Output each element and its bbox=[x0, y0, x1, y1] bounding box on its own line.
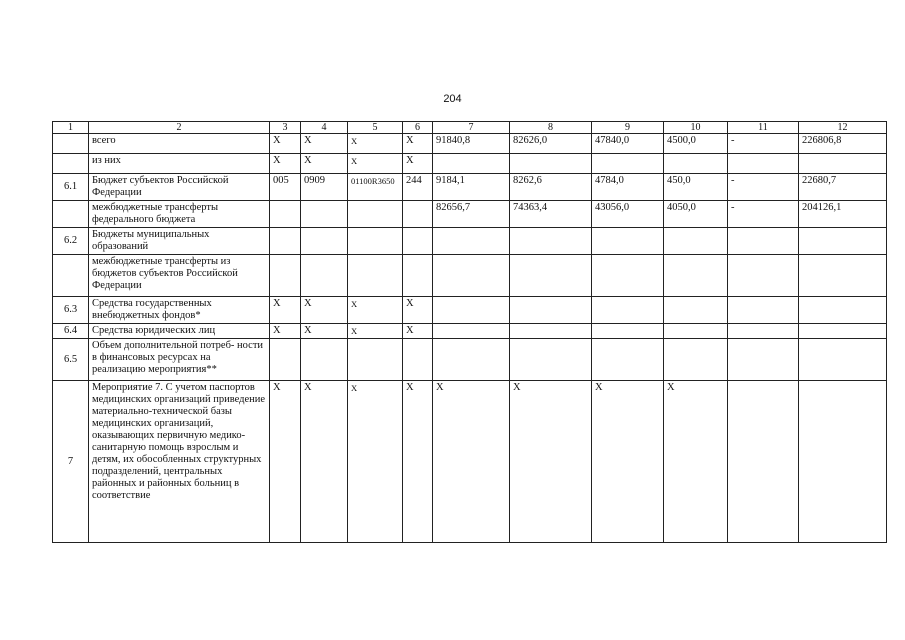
row-name-cell: межбюджетные трансферты федерального бюджета bbox=[89, 201, 270, 228]
column-header: 3 bbox=[270, 122, 301, 134]
table-cell bbox=[664, 154, 728, 174]
table-cell bbox=[664, 339, 728, 381]
table-cell bbox=[728, 154, 799, 174]
table-cell: X bbox=[592, 381, 664, 543]
table-cell bbox=[592, 339, 664, 381]
table-cell bbox=[728, 381, 799, 543]
row-name-cell: Объем дополнительной потреб- ности в финансовых ресурсах на реализацию мероприятия** bbox=[89, 339, 270, 381]
table-cell: X bbox=[301, 297, 348, 324]
table-row bbox=[53, 174, 887, 201]
table-cell bbox=[433, 255, 510, 297]
column-header: 7 bbox=[433, 122, 510, 134]
table-cell bbox=[799, 255, 887, 297]
table-cell bbox=[348, 339, 403, 381]
column-header: 9 bbox=[592, 122, 664, 134]
table-cell: X bbox=[270, 297, 301, 324]
table-cell: X bbox=[270, 324, 301, 339]
table-cell: X bbox=[301, 154, 348, 174]
row-number-cell: 6.1 bbox=[53, 174, 89, 201]
row-name-cell: Средства государственных внебюджетных фондов* bbox=[89, 297, 270, 324]
table-cell: - bbox=[728, 201, 799, 228]
table-cell: - bbox=[728, 134, 799, 154]
table-cell: 204126,1 bbox=[799, 201, 887, 228]
table-cell bbox=[510, 228, 592, 255]
row-name-cell: Бюджет субъектов Российской Федерации bbox=[89, 174, 270, 201]
column-header: 8 bbox=[510, 122, 592, 134]
table-cell: X bbox=[348, 154, 403, 174]
table-cell: 244 bbox=[403, 174, 433, 201]
column-header: 1 bbox=[53, 122, 89, 134]
table-cell bbox=[592, 154, 664, 174]
row-number-cell bbox=[53, 134, 89, 154]
table-cell: 450,0 bbox=[664, 174, 728, 201]
table-cell bbox=[799, 324, 887, 339]
table-cell: X bbox=[270, 134, 301, 154]
table-cell: - bbox=[728, 174, 799, 201]
row-name-cell: Бюджеты муниципальных образований bbox=[89, 228, 270, 255]
table-cell: X bbox=[270, 154, 301, 174]
table-cell: X bbox=[403, 154, 433, 174]
table-cell: 74363,4 bbox=[510, 201, 592, 228]
table-cell bbox=[664, 255, 728, 297]
table-cell: 0909 bbox=[301, 174, 348, 201]
table-row bbox=[53, 228, 887, 255]
table-row bbox=[53, 381, 887, 543]
table-cell bbox=[592, 297, 664, 324]
table-cell bbox=[348, 228, 403, 255]
table-cell bbox=[403, 228, 433, 255]
column-header: 12 bbox=[799, 122, 887, 134]
table-cell: X bbox=[348, 297, 403, 324]
table-cell bbox=[510, 324, 592, 339]
table-cell bbox=[592, 324, 664, 339]
table-cell: 47840,0 bbox=[592, 134, 664, 154]
table-cell bbox=[301, 201, 348, 228]
table-cell bbox=[592, 255, 664, 297]
table-cell bbox=[348, 201, 403, 228]
table-cell: X bbox=[270, 381, 301, 543]
table-cell bbox=[403, 255, 433, 297]
table-cell bbox=[799, 228, 887, 255]
table-cell: X bbox=[348, 381, 403, 543]
row-number-cell: 7 bbox=[53, 381, 89, 543]
column-header: 5 bbox=[348, 122, 403, 134]
page-number: 204 bbox=[443, 93, 462, 105]
table-cell: 91840,8 bbox=[433, 134, 510, 154]
table-cell bbox=[270, 201, 301, 228]
row-number-cell: 6.4 bbox=[53, 324, 89, 339]
column-header: 11 bbox=[728, 122, 799, 134]
table-cell: 43056,0 bbox=[592, 201, 664, 228]
table-cell bbox=[728, 255, 799, 297]
table-cell: X bbox=[301, 381, 348, 543]
table-cell: 8262,6 bbox=[510, 174, 592, 201]
row-number-cell bbox=[53, 201, 89, 228]
table-cell: X bbox=[301, 324, 348, 339]
table-cell bbox=[728, 324, 799, 339]
table-cell: X bbox=[510, 381, 592, 543]
table-row bbox=[53, 154, 887, 174]
table-cell: X bbox=[403, 134, 433, 154]
table-row bbox=[53, 297, 887, 324]
table-cell: X bbox=[348, 134, 403, 154]
table-cell: 4784,0 bbox=[592, 174, 664, 201]
table-cell bbox=[664, 297, 728, 324]
table-cell bbox=[510, 339, 592, 381]
table-cell: 4050,0 bbox=[664, 201, 728, 228]
table-cell bbox=[301, 228, 348, 255]
row-name-cell: Средства юридических лиц bbox=[89, 324, 270, 339]
row-name-cell: межбюджетные трансферты из бюджетов субъектов Российской Федерации bbox=[89, 255, 270, 297]
table-cell: 82626,0 bbox=[510, 134, 592, 154]
table-cell bbox=[728, 297, 799, 324]
row-name-cell: из них bbox=[89, 154, 270, 174]
table-cell bbox=[664, 228, 728, 255]
table-cell bbox=[433, 228, 510, 255]
table-cell bbox=[510, 297, 592, 324]
row-number-cell bbox=[53, 154, 89, 174]
table-cell: X bbox=[301, 134, 348, 154]
table-cell bbox=[433, 154, 510, 174]
table-cell bbox=[433, 297, 510, 324]
table-cell: 4500,0 bbox=[664, 134, 728, 154]
table-cell bbox=[799, 154, 887, 174]
table-cell bbox=[799, 297, 887, 324]
budget-table bbox=[52, 121, 887, 543]
table-cell bbox=[592, 228, 664, 255]
table-cell bbox=[270, 339, 301, 381]
table-cell: 01100R3650 bbox=[348, 174, 403, 201]
table-row bbox=[53, 324, 887, 339]
table-cell bbox=[664, 324, 728, 339]
row-name-cell: всего bbox=[89, 134, 270, 154]
table-cell bbox=[510, 255, 592, 297]
table-cell bbox=[270, 228, 301, 255]
table-cell: 9184,1 bbox=[433, 174, 510, 201]
row-number-cell: 6.2 bbox=[53, 228, 89, 255]
row-number-cell bbox=[53, 255, 89, 297]
header-row bbox=[53, 122, 887, 134]
table-row bbox=[53, 339, 887, 381]
table-cell bbox=[728, 339, 799, 381]
table-cell: X bbox=[403, 297, 433, 324]
column-header: 6 bbox=[403, 122, 433, 134]
table-cell bbox=[728, 228, 799, 255]
table-cell: X bbox=[664, 381, 728, 543]
row-number-cell: 6.5 bbox=[53, 339, 89, 381]
table-cell: 005 bbox=[270, 174, 301, 201]
table-cell bbox=[348, 255, 403, 297]
table-cell: 22680,7 bbox=[799, 174, 887, 201]
table-cell: X bbox=[348, 324, 403, 339]
table-cell: X bbox=[433, 381, 510, 543]
table-cell: X bbox=[403, 324, 433, 339]
table-cell bbox=[433, 339, 510, 381]
table-cell bbox=[403, 201, 433, 228]
table-cell bbox=[433, 324, 510, 339]
table-cell bbox=[301, 339, 348, 381]
table-cell: 226806,8 bbox=[799, 134, 887, 154]
table-cell bbox=[301, 255, 348, 297]
column-header: 2 bbox=[89, 122, 270, 134]
table-row bbox=[53, 134, 887, 154]
table-cell bbox=[510, 154, 592, 174]
table-cell: X bbox=[403, 381, 433, 543]
column-header: 10 bbox=[664, 122, 728, 134]
table-cell: 82656,7 bbox=[433, 201, 510, 228]
table-row bbox=[53, 255, 887, 297]
table-cell bbox=[799, 339, 887, 381]
table-row bbox=[53, 201, 887, 228]
column-header: 4 bbox=[301, 122, 348, 134]
table-cell bbox=[270, 255, 301, 297]
table-cell bbox=[799, 381, 887, 543]
row-number-cell: 6.3 bbox=[53, 297, 89, 324]
table-cell bbox=[403, 339, 433, 381]
row-name-cell: Мероприятие 7. С учетом паспортов медицинских организаций приведение материально-технической базы медицинских организаций, оказывающих первичную медико-санитарную помощь взрослым и детям, их обособленных структурных подразделений, центральных районных и районных больниц в соответствие bbox=[89, 381, 270, 543]
